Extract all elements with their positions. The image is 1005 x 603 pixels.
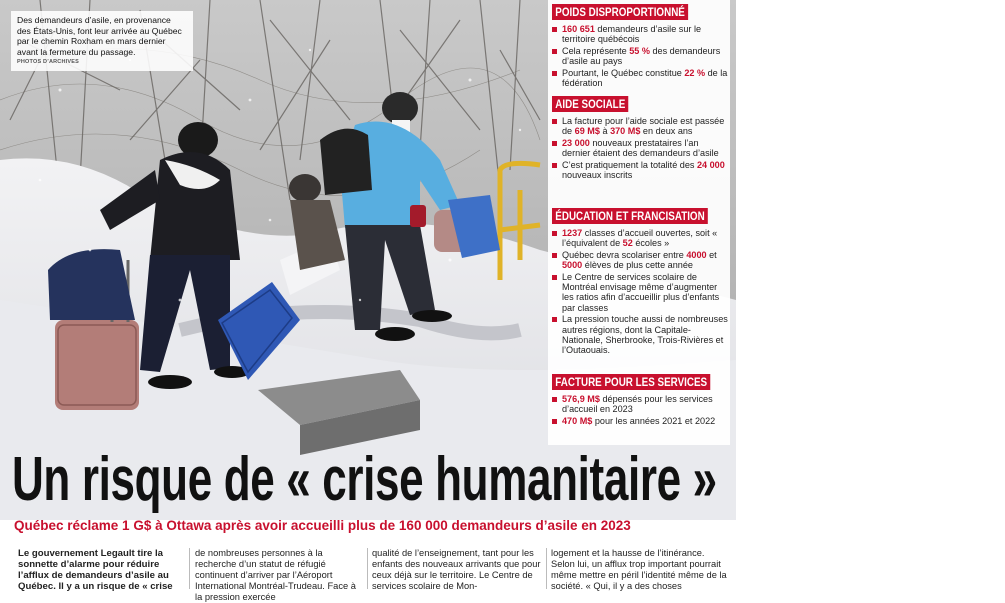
article-column: qualité de l’enseignement, tant pour les enfants des nouveaux arrivants que pour ceux déjà sur le territoire. Le Centre de services scolaire de Mon- <box>372 548 541 591</box>
subheadline: Québec réclame 1 G$ à Ottawa après avoir accueilli plus de 160 000 demandeurs d’asile en 2023 <box>14 518 631 533</box>
fact-item <box>552 160 728 181</box>
fact-item <box>552 228 728 249</box>
fact-text: des demandeurs d’asile au pays <box>562 45 721 67</box>
fact-text: en deux ans <box>640 126 693 137</box>
fact-text: et <box>706 249 717 260</box>
fact-text: Québec devra scolariser entre <box>562 249 687 260</box>
fact-highlight: 55 % <box>629 45 650 56</box>
bullet-square-icon <box>552 317 557 322</box>
fact-text: nouveaux prestataires l’an dernier étaient des demandeurs d’asile <box>562 137 719 159</box>
section-items <box>552 228 728 357</box>
fact-item <box>552 46 728 67</box>
fact-text: classes d’accueil ouvertes, soit « l’équivalent de <box>562 228 718 249</box>
fact-item <box>552 314 728 356</box>
headline <box>12 447 732 513</box>
bullet-square-icon <box>552 141 557 146</box>
section-heading: ÉDUCATION ET FRANCISATION <box>552 208 708 224</box>
column-divider <box>367 548 368 589</box>
bullet-square-icon <box>552 49 557 54</box>
photo-credit: PHOTOS D’ARCHIVES <box>17 59 79 66</box>
fact-item <box>552 24 728 45</box>
fact-item <box>552 250 728 271</box>
photo-caption <box>11 11 193 71</box>
headline-text: Un risque de « crise humanitaire » <box>12 445 717 514</box>
section-heading: POIDS DISPROPORTIONNÉ <box>552 4 688 20</box>
section-heading: AIDE SOCIALE <box>552 96 629 112</box>
fact-highlight: 24 000 <box>696 159 725 170</box>
bullet-square-icon <box>552 275 557 280</box>
fact-text: à <box>599 126 611 137</box>
fact-text: demandeurs d’asile sur le territoire québécois <box>562 24 702 45</box>
facts-sidebar <box>548 0 730 445</box>
article-column: de nombreuses personnes à la recherche d’un statut de réfugié continuent d’arriver par l’Aéroport International Montréal-Trudeau. Face à la pression exercée <box>195 548 356 602</box>
fact-highlight: 4000 <box>686 249 707 260</box>
section-items <box>552 116 728 181</box>
fact-text: de la fédération <box>562 67 728 89</box>
fact-text: La pression touche aussi de nombreuses autres régions, dont la Capitale-Nationale, Sherbrooke, Trois-Rivières et l’Outaouais. <box>562 314 728 356</box>
bullet-square-icon <box>552 231 557 236</box>
fact-text: écoles » <box>632 238 670 249</box>
section-items <box>552 24 728 89</box>
fact-highlight: 69 M$ <box>574 126 600 137</box>
fact-highlight: 23 000 <box>562 137 590 148</box>
fact-highlight: 160 651 <box>562 24 595 34</box>
fact-highlight: 52 <box>622 238 633 249</box>
fact-item <box>552 394 728 415</box>
fact-highlight: 22 % <box>684 67 706 78</box>
fact-text: dépensés pour les services d’accueil en 2023 <box>562 394 713 415</box>
fact-text: pour les années 2021 et 2022 <box>592 415 716 426</box>
fact-highlight: 5000 <box>562 260 583 271</box>
bullet-square-icon <box>552 419 557 424</box>
fact-text: C’est pratiquement la totalité des <box>562 159 697 170</box>
bullet-square-icon <box>552 27 557 32</box>
fact-item <box>552 416 728 426</box>
fact-highlight: 470 M$ <box>562 415 593 426</box>
fact-text: La facture pour l’aide sociale est passée de <box>562 116 725 137</box>
bullet-square-icon <box>552 163 557 168</box>
section-heading: FACTURE POUR LES SERVICES <box>552 374 710 390</box>
bullet-square-icon <box>552 253 557 258</box>
bullet-square-icon <box>552 397 557 402</box>
fact-item <box>552 138 728 159</box>
fact-item <box>552 272 728 314</box>
caption-text: Des demandeurs d’asile, en provenance des États-Unis, font leur arrivée au Québec par le chemin Roxham en mars dernier avant la fermeture du passage. <box>17 15 182 57</box>
bullet-square-icon <box>552 119 557 124</box>
column-divider <box>546 548 547 589</box>
fact-text: élèves de plus cette année <box>582 260 693 271</box>
bullet-square-icon <box>552 71 557 76</box>
section-items <box>552 394 728 427</box>
fact-highlight: 370 M$ <box>610 126 641 137</box>
fact-highlight: 1237 <box>562 228 583 238</box>
fact-text: nouveaux inscrits <box>562 170 633 181</box>
article-column: logement et la hausse de l’itinérance. Selon lui, un afflux trop important pourrait même mettre en péril l’identité même de la société. « Qui, il y a des choses <box>551 548 727 591</box>
fact-text: Pourtant, le Québec constitue <box>562 67 685 78</box>
fact-text: Cela représente <box>562 45 630 56</box>
fact-item <box>552 68 728 89</box>
fact-text: Le Centre de services scolaire de Montréal envisage même d’augmenter les ratios afin d’accueillir plus d’enfants par classes <box>562 271 720 313</box>
column-divider <box>189 548 190 589</box>
fact-item <box>552 116 728 137</box>
article-lead-column: Le gouvernement Legault tire la sonnette d’alarme pour réduire l’afflux de demandeurs d’asile au Québec. Il y a un risque de « crise <box>18 548 173 592</box>
fact-highlight: 576,9 M$ <box>562 394 600 404</box>
